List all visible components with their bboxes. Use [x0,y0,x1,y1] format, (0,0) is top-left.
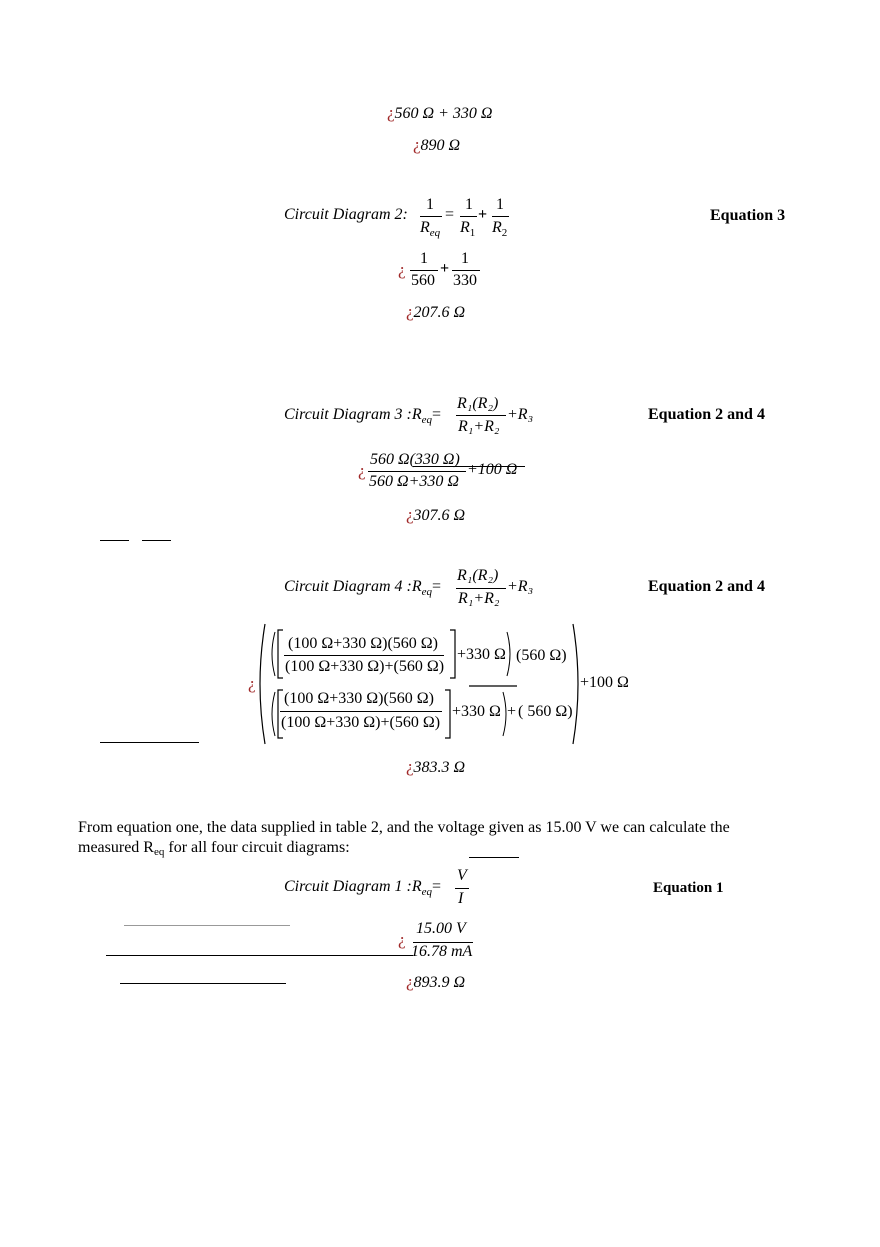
rule-mark [124,925,290,926]
eq3-sub-den1: 560 [411,272,435,289]
eq3-sub-plus: + [440,260,450,277]
big-bot-add: +330 Ω [452,703,501,720]
big-top-bar [284,655,444,656]
question-mark: ¿ [398,260,406,279]
paragraph-line-1: From equation one, the data supplied in table 2, and the voltage given as 15.00 V we can calculate the [78,819,730,836]
big-bot-den: (100 Ω+330 Ω)+(560 Ω) [281,714,441,731]
eq3-sub-den2: 330 [453,272,477,289]
eq1-result: ¿893.9 Ω [406,972,466,991]
question-mark: ¿ [248,674,256,693]
eq24a-sub-den: 560 Ω+330 Ω [369,473,459,490]
eq3-lhs-fraction-bar [420,216,442,217]
eq24a-tail: +R₃ [507,406,534,423]
rule-mark [469,857,519,858]
eq3-sub-num1: 1 [420,250,428,267]
result-text: 890 Ω [420,137,461,154]
eq1-sub-den: 16.78 mA [411,943,473,960]
eq1-sub-bar [106,955,413,956]
eq24a-sub-num: 560 Ω(330 Ω) [370,451,460,468]
eq1-num: V [457,867,467,884]
eq24b-label: Equation 2 and 4 [648,578,765,595]
eq1-label: Equation 1 [653,880,724,896]
paragraph-line-2: measured Req for all four circuit diagrams: [78,839,350,858]
eq3-prefix: Circuit Diagram 2: [284,206,408,223]
eq24b-den: R₁+R₂ [458,590,500,607]
rule-mark [142,540,171,541]
eq24a-sub-tail: +100 Ω [467,461,518,478]
eq24a-num: R₁(R₂) [457,395,499,412]
eq24b-tail: +R₃ [507,578,534,595]
eq1-prefix: Circuit Diagram 1 $:R_{eq}=$ [284,878,442,898]
strike-line [413,466,525,467]
rule-mark [100,742,199,743]
eq24a-result: ¿307.6 Ω [406,505,466,524]
eq3-r2-num: 1 [496,196,504,213]
eq3-label: Equation 3 [710,207,786,224]
eq24b-result: ¿383.3 Ω [406,757,466,776]
big-bot-bar [280,711,442,712]
big-top-add: +330 Ω [457,646,506,663]
eq24b-fraction-bar [456,588,506,589]
eq3-result: ¿207.6 Ω [406,302,466,321]
rule-mark [120,983,286,984]
rule-mark [100,540,129,541]
big-bot-paren: ( 560 Ω) [518,703,573,720]
eq3-sub-bar2 [452,270,480,271]
question-mark: ¿ [358,461,366,480]
step1-expression [387,103,492,123]
big-top-num: (100 Ω+330 Ω)(560 Ω) [288,635,439,652]
eq3-sub-bar1 [410,270,438,271]
eq3-r1-fraction-bar [460,216,477,217]
eq1-den: I [458,890,464,907]
eq1-sub-num: 15.00 V [416,920,466,937]
question-mark: ¿ [387,103,395,122]
eq3-equals: = [445,206,455,223]
eq24a-fraction-bar [456,415,506,416]
eq24a-label: Equation 2 and 4 [648,406,765,423]
eq3-plus: + [478,206,488,223]
expr-text: 560 Ω + 330 Ω [394,105,493,122]
big-top-mul: (560 Ω) [516,647,567,664]
eq24a-sub-bar [368,471,466,472]
eq24b-num: R₁(R₂) [457,567,499,584]
step1-result [413,135,460,155]
eq24b-prefix: Circuit Diagram 4 $:R_{eq}=$ [284,578,442,598]
big-bot-plus: + [507,703,517,720]
eq24a-prefix: Circuit Diagram 3 $:R_{eq}=$ [284,406,442,426]
eq3-lhs-den: $R_{eq}$ [420,219,441,239]
big-bot-num: (100 Ω+330 Ω)(560 Ω) [284,690,435,707]
eq24a-den: R₁+R₂ [458,418,500,435]
big-top-den: (100 Ω+330 Ω)+(560 Ω) [285,658,445,675]
question-mark: ¿ [398,930,406,949]
eq3-r1-num: 1 [465,196,473,213]
eq1-fraction-bar [455,888,469,889]
big-tail: +100 Ω [580,674,629,691]
eq3-r2-fraction-bar [492,216,509,217]
eq3-lhs-num: 1 [426,196,434,213]
eq3-r2-den: $R_2$ [492,219,508,239]
eq3-r1-den: $R_1$ [460,219,476,239]
question-mark: ¿ [413,135,421,154]
eq3-sub-num2: 1 [461,250,469,267]
